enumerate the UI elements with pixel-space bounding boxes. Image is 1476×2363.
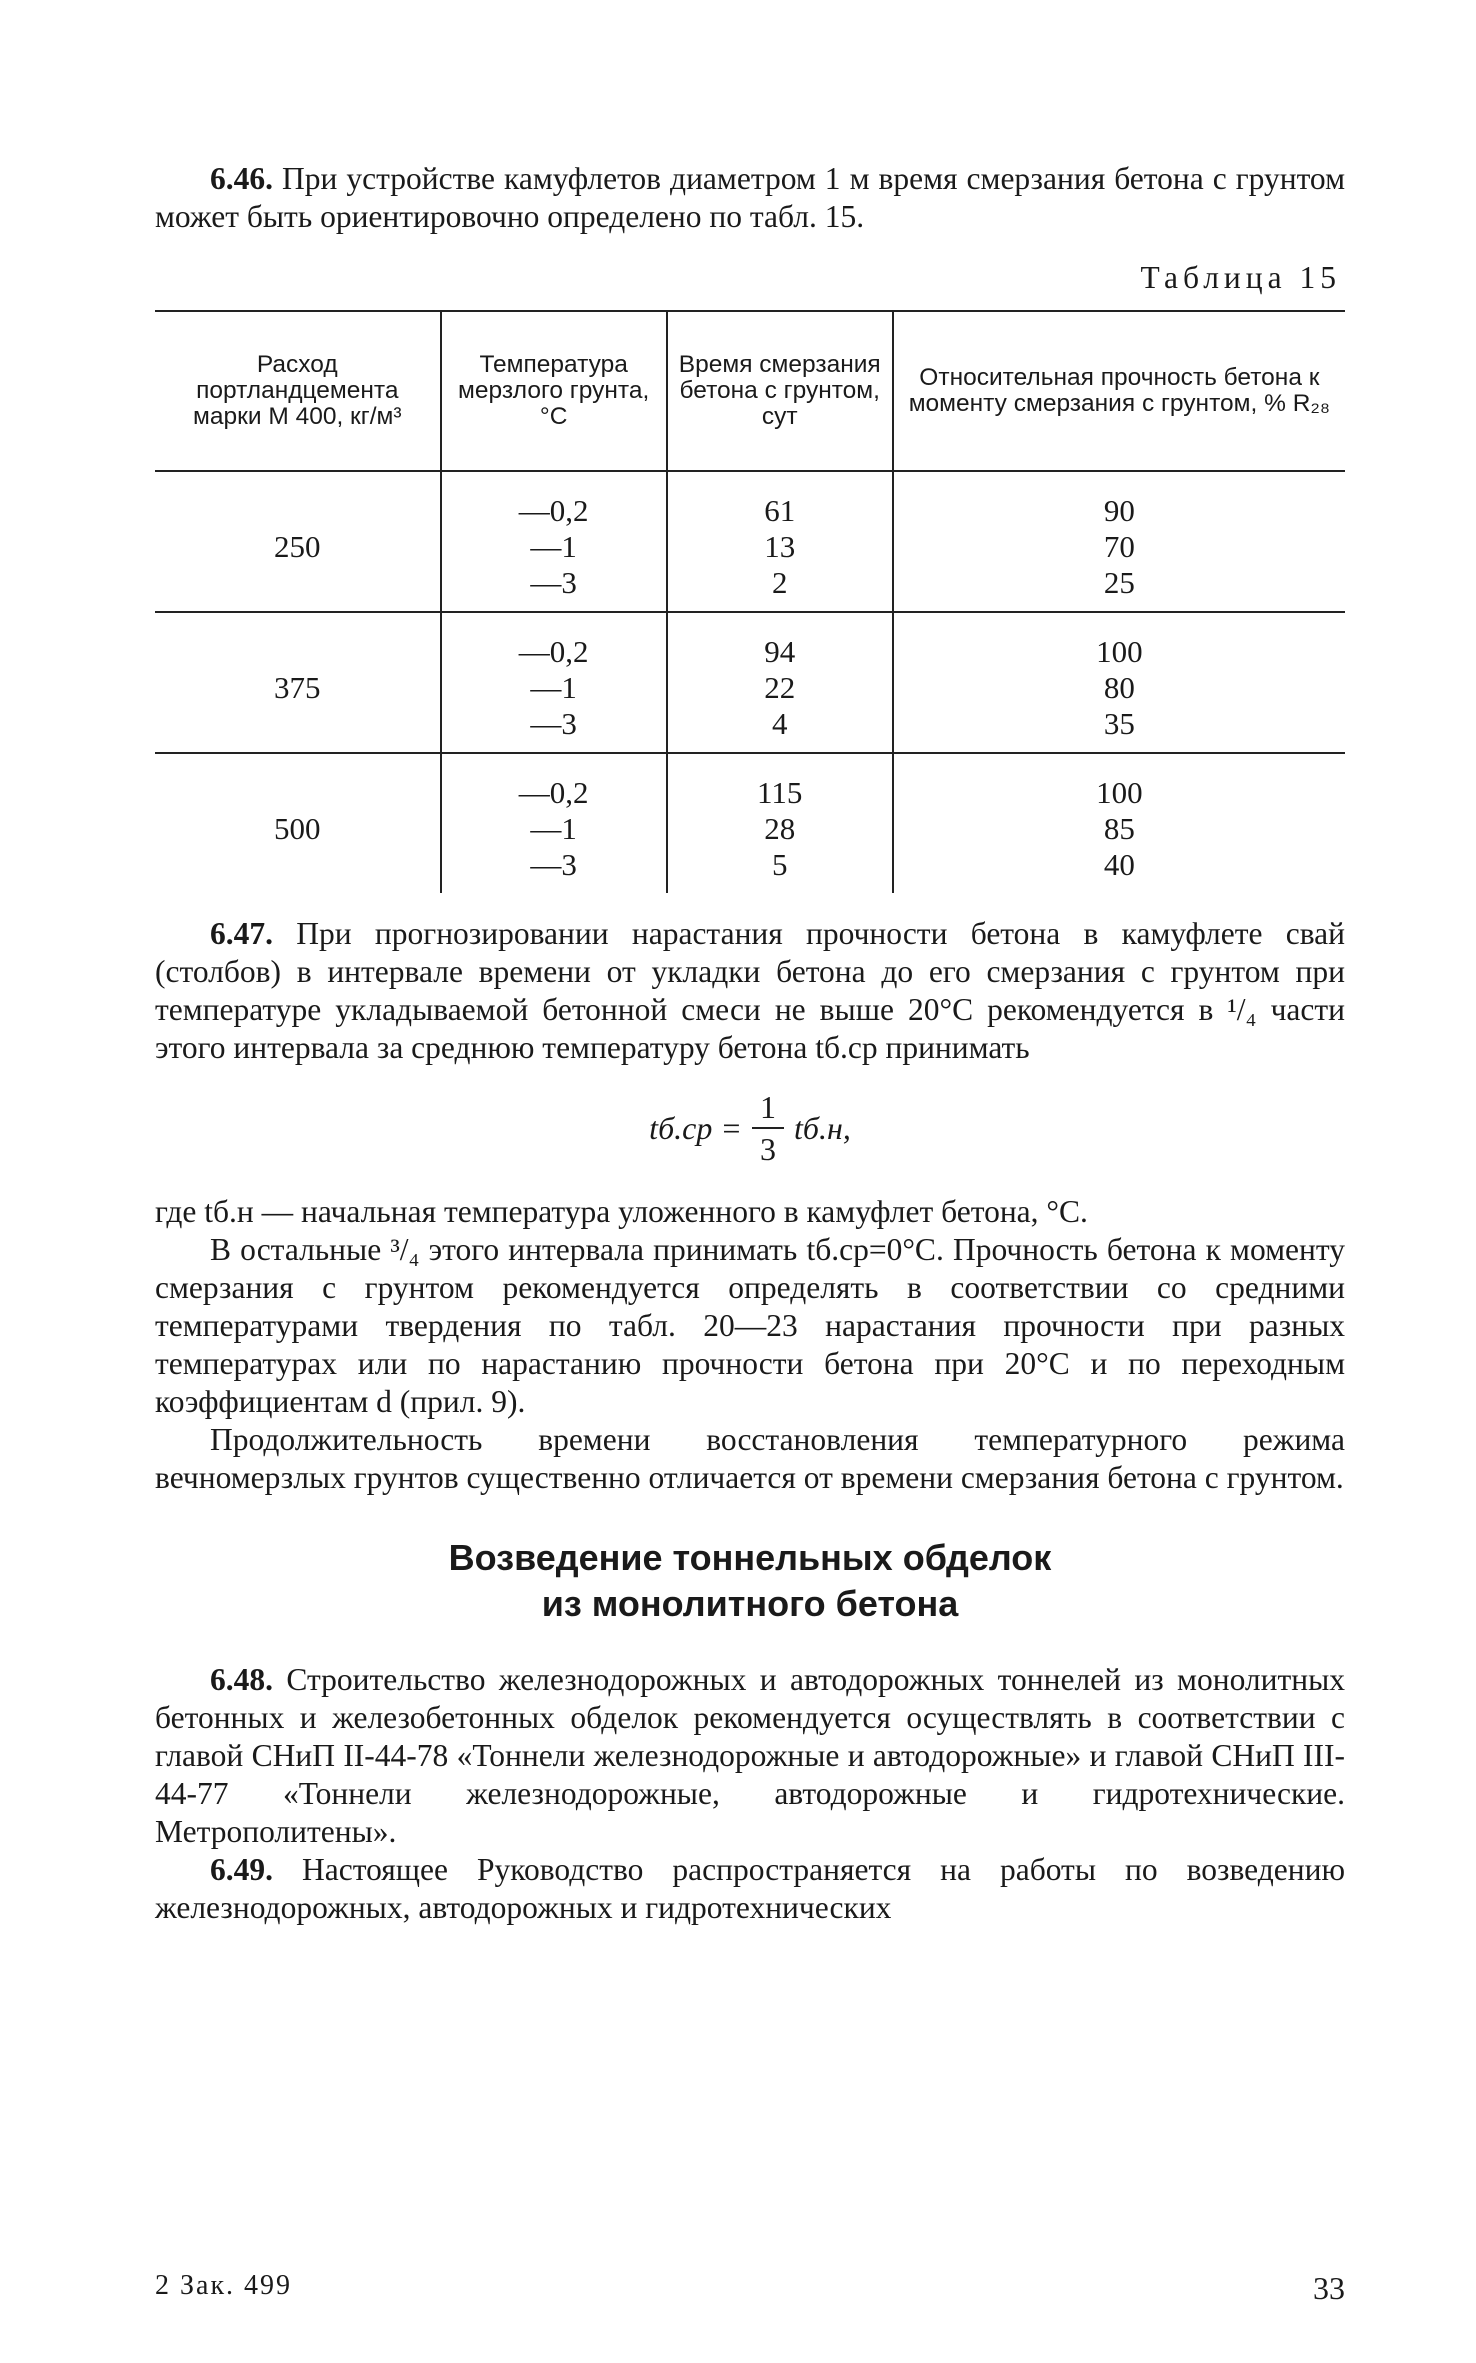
paragraph-number: 6.46. <box>210 161 273 196</box>
cell-time: 115 28 5 <box>667 753 893 893</box>
table-header-row <box>155 311 1345 471</box>
cell-strength: 100 80 35 <box>893 612 1345 753</box>
table-15 <box>155 310 1345 893</box>
paragraph-6-49 <box>155 1851 1345 1927</box>
section-heading-line-2: из монолитного бетона <box>541 1583 959 1624</box>
paragraph-text: При прогнозировании нарастания прочности бетона в камуфлете свай (столбов) в интервале времени от укладки бетона до его смерзания с грунтом при температуре укладываемой бетонной смеси не выше 20°С рекомендуется в ¹/₄ части этого интервала за среднюю температуру бетона tб.ср принимать <box>155 916 1345 1065</box>
table-caption: Таблица 15 <box>1140 260 1341 295</box>
paragraph-where: где tб.н — начальная температура уложенного в камуфлет бетона, °С. <box>155 1194 1088 1229</box>
page-content <box>155 160 1345 1927</box>
cell-cement: 500 <box>155 753 441 893</box>
paragraph-rest: В остальные ³/₄ этого интервала принимать tб.ср=0°С. Прочность бетона к моменту смерзания с грунтом рекомендуется определять в соответствии со средними температурами твердения по табл. 20—23 нарастания прочности при разных температурах или по нарастанию прочности бетона при 20°С и по переходным коэффициентам d (прил. 9). <box>155 1232 1345 1419</box>
paragraph-number: 6.47. <box>210 916 273 951</box>
cell-temperature: —0,2 —1 —3 <box>441 612 667 753</box>
cell-temperature: —0,2 —1 —3 <box>441 471 667 612</box>
paragraph-duration: Продолжительность времени восстановления температурного режима вечномерзлых грунтов существенно отличается от времени смерзания бетона с грунтом. <box>155 1422 1345 1495</box>
table-row <box>155 471 1345 612</box>
cell-time: 94 22 4 <box>667 612 893 753</box>
paragraph-6-46 <box>155 160 1345 236</box>
header-temperature: Температура мерзлого грунта, °С <box>441 311 667 471</box>
formula-lhs: tб.ср = <box>649 1109 742 1146</box>
paragraph-number: 6.49. <box>210 1852 273 1887</box>
paragraph-number: 6.48. <box>210 1662 273 1697</box>
header-time: Время смерзания бетона с грунтом, сут <box>667 311 893 471</box>
section-heading <box>155 1535 1345 1627</box>
formula-denominator: 3 <box>759 1131 776 1167</box>
section-heading-line-1: Возведение тоннельных обделок <box>448 1537 1052 1578</box>
paragraph-text: Настоящее Руководство распространяется на работы по возведению железнодорожных, автодорожных и гидротехнических <box>155 1852 1345 1925</box>
formula-fraction <box>752 1087 784 1169</box>
cell-strength: 100 85 40 <box>893 753 1345 893</box>
formula <box>155 1087 1345 1179</box>
paragraph-text: При устройстве камуфлетов диаметром 1 м время смерзания бетона с грунтом может быть ориентировочно определено по табл. 15. <box>155 161 1346 234</box>
paragraph-6-48 <box>155 1661 1345 1851</box>
cell-cement: 250 <box>274 529 321 564</box>
cell-cement: 375 <box>155 612 441 753</box>
paragraph-text: Строительство железнодорожных и автодорожных тоннелей из монолитных бетонных и железобетонных обделок рекомендуется осуществлять в соответствии с главой СНиП II-44-78 «Тоннели железнодорожные и автодорожные» и главой СНиП III-44-77 «Тоннели железнодорожные, автодорожные и гидротехнические. Метрополитены». <box>155 1662 1346 1849</box>
paragraph-6-47 <box>155 915 1345 1067</box>
header-strength: Относительная прочность бетона к моменту смерзания с грунтом, % R₂₈ <box>893 311 1345 471</box>
header-cement: Расход портландцемента марки М 400, кг/м³ <box>155 311 441 471</box>
cell-strength: 90 70 25 <box>893 471 1345 612</box>
formula-numerator: 1 <box>752 1087 784 1129</box>
cell-temperature: —0,2 —1 —3 <box>441 753 667 893</box>
table-row <box>155 753 1345 893</box>
table-row <box>155 612 1345 753</box>
formula-rhs: tб.н, <box>793 1109 851 1146</box>
cell-time: 61 13 2 <box>667 471 893 612</box>
page-number: 33 <box>1313 2270 1345 2306</box>
footer-order-mark: 2 Зак. 499 <box>155 2270 293 2301</box>
